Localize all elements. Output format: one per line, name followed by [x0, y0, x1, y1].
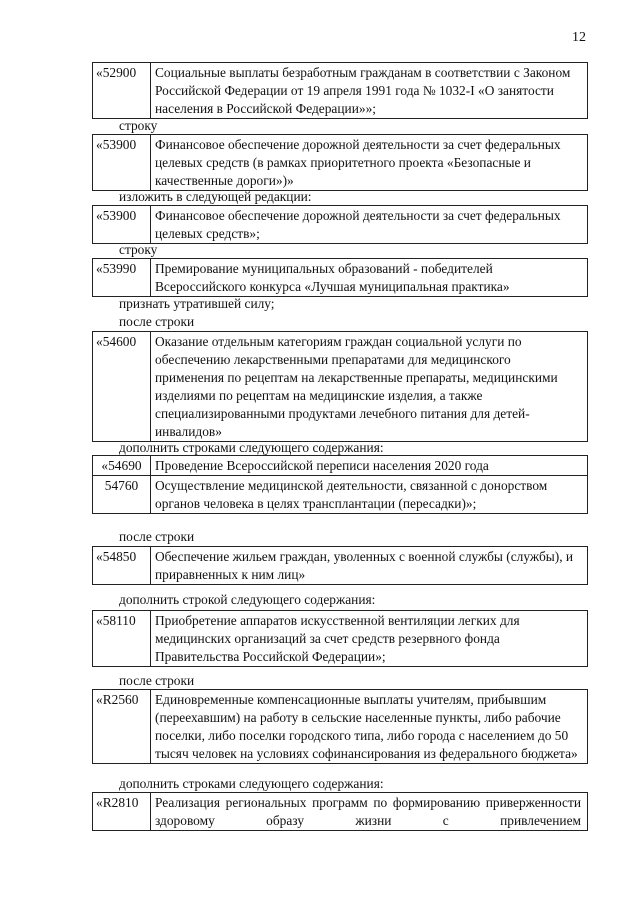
- row-description: Осуществление медицинской деятельности, связанной с донорством органов человека в целях трансплантации (пересадки)»;: [155, 478, 548, 511]
- row-code: «53900: [93, 135, 151, 190]
- instruction: изложить в следующей редакции:: [119, 189, 312, 204]
- code-row: [92, 331, 588, 442]
- row-code: «R2560: [93, 690, 151, 763]
- row-description: Финансовое обеспечение дорожной деятельности за счет федеральных целевых средств»;: [155, 208, 561, 241]
- instruction: после строки: [119, 529, 195, 544]
- row-code: «58110: [93, 611, 151, 666]
- code-row: [93, 456, 587, 475]
- row-code: 54760: [93, 476, 151, 513]
- instruction: после строки: [119, 673, 195, 688]
- code-row: [92, 62, 588, 119]
- row-code: «52900: [93, 63, 151, 118]
- instruction: дополнить строкой следующего содержания:: [119, 592, 376, 607]
- row-description: Обеспечение жильем граждан, уволенных с военной службы (службы), и приравненных к ним лиц»: [155, 549, 574, 582]
- code-row: [92, 689, 588, 764]
- row-description: Оказание отдельным категориям граждан социальной услуги по обеспечению лекарственными препаратами для медицинского применения по рецептам на лекарственные препараты, медицинскими изделиями по рецептам на медицинские изделия, а также специализированными продуктами лечебного питания для детей-инвалидов»: [155, 334, 558, 439]
- row-code: «53990: [93, 259, 151, 296]
- instruction: после строки: [119, 314, 195, 329]
- row-description: Реализация региональных программ по формированию приверженности здоровому образу жизни с привлечением: [155, 795, 581, 828]
- code-row: [92, 258, 588, 297]
- code-row: [92, 205, 588, 244]
- instruction: дополнить строками следующего содержания:: [119, 440, 384, 455]
- page-number: 12: [572, 30, 586, 45]
- code-row: [92, 546, 588, 585]
- row-code: «53900: [93, 206, 151, 243]
- row-code: «54600: [93, 332, 151, 441]
- instruction: признать утратившей силу;: [119, 296, 275, 311]
- row-code: «54850: [93, 547, 151, 584]
- code-row: [92, 610, 588, 667]
- row-description: Приобретение аппаратов искусственной вентиляции легких для медицинских организаций за счет средств резервного фонда Правительства Российской Федерации»;: [155, 613, 520, 664]
- row-description: Проведение Всероссийской переписи населения 2020 года: [155, 458, 489, 473]
- row-code: «54690: [93, 456, 151, 475]
- instruction: дополнить строками следующего содержания:: [119, 776, 384, 791]
- row-description: Премирование муниципальных образований - победителей Всероссийского конкурса «Лучшая муниципальная практика»: [155, 261, 510, 294]
- row-code: «R2810: [93, 793, 151, 830]
- row-description: Социальные выплаты безработным гражданам в соответствии с Законом Российской Федерации от 19 апреля 1991 года № 1032-I «О занятости населения в Российской Федерации»»;: [155, 65, 571, 116]
- row-description: Единовременные компенсационные выплаты учителям, прибывшим (переехавшим) на работу в сельские населенные пункты, либо рабочие поселки, либо поселки городского типа, либо города с населением до 50 тысяч человек на условиях софинансирования из федерального бюджета»: [155, 692, 578, 761]
- code-row: [92, 134, 588, 191]
- code-row: [92, 792, 588, 831]
- row-description: Финансовое обеспечение дорожной деятельности за счет федеральных целевых средств (в рамках приоритетного проекта «Безопасные и качественные дороги»)»: [155, 137, 561, 188]
- code-row: [93, 475, 587, 513]
- code-row-group: [92, 455, 588, 514]
- instruction: строку: [119, 118, 158, 133]
- instruction: строку: [119, 242, 158, 257]
